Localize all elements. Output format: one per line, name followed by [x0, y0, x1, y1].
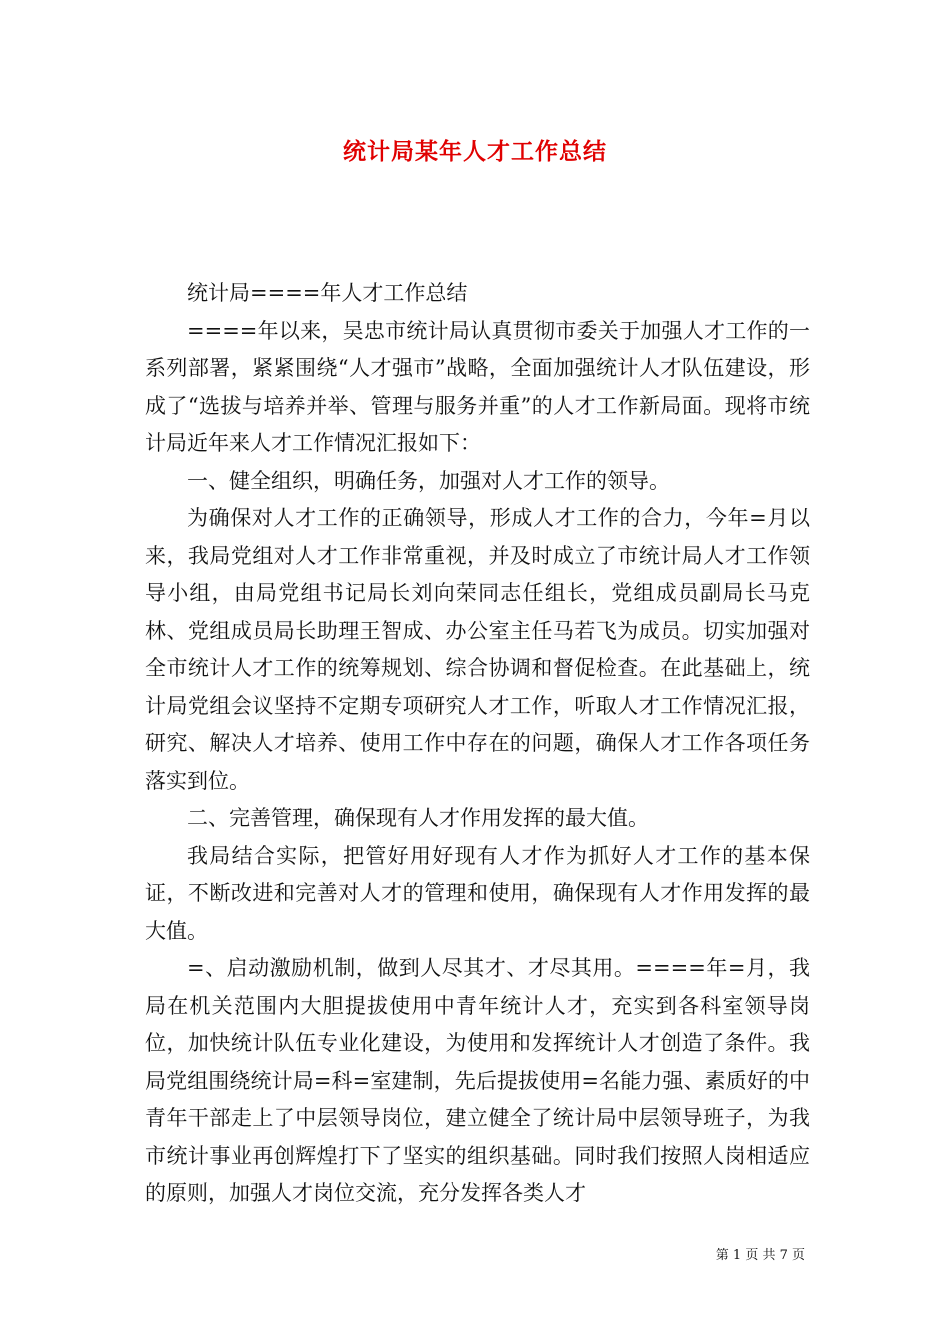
document-body [145, 275, 810, 1213]
paragraph-section-1: 为确保对人才工作的正确领导，形成人才工作的合力，今年=月以来，我局党组对人才工作非常重视，并及时成立了市统计局人才工作领导小组，由局党组书记局长刘向荣同志任组长，党组成员副局长马克林、党组成员局长助理王智成、办公室主任马若飞为成员。切实加强对全市统计人才工作的统筹规划、综合协调和督促检查。在此基础上，统计局党组会议坚持不定期专项研究人才工作，听取人才工作情况汇报，研究、解决人才培养、使用工作中存在的问题，确保人才工作各项任务落实到位。 [145, 506, 810, 793]
paragraph-intro: ====年以来，吴忠市统计局认真贯彻市委关于加强人才工作的一系列部署，紧紧围绕“人才强市”战略，全面加强统计人才队伍建设，形成了“选拔与培养并举、管理与服务并重”的人才工作新局面。现将市统计局近年来人才工作情况汇报如下： [145, 318, 810, 455]
section-heading-2: 二、完善管理，确保现有人才作用发挥的最大值。 [187, 806, 649, 830]
paragraph-subtitle: 统计局====年人才工作总结 [187, 281, 468, 305]
paragraph-section-2: 我局结合实际，把管好用好现有人才作为抓好人才工作的基本保证，不断改进和完善对人才的管理和使用，确保现有人才作用发挥的最大值。 [145, 843, 810, 943]
page-number-footer [716, 1244, 805, 1263]
page-number-label: 第 1 页 共 7 页 [715, 1248, 805, 1263]
paragraph-section-2-item: =、启动激励机制，做到人尽其才、才尽其用。====年=月，我局在机关范围内大胆提拔使用中青年统计人才，充实到各科室领导岗位，加快统计队伍专业化建设，为使用和发挥统计人才创造了条件。我局党组围绕统计局=科=室建制，先后提拔使用=名能力强、素质好的中青年干部走上了中层领导岗位，建立健全了统计局中层领导班子，为我市统计事业再创辉煌打下了坚实的组织基础。同时我们按照人岗相适应的原则，加强人才岗位交流，充分发挥各类人才 [145, 956, 810, 1205]
document-title: 统计局某年人才工作总结 [343, 138, 607, 165]
section-heading-1: 一、健全组织，明确任务，加强对人才工作的领导。 [187, 468, 670, 493]
